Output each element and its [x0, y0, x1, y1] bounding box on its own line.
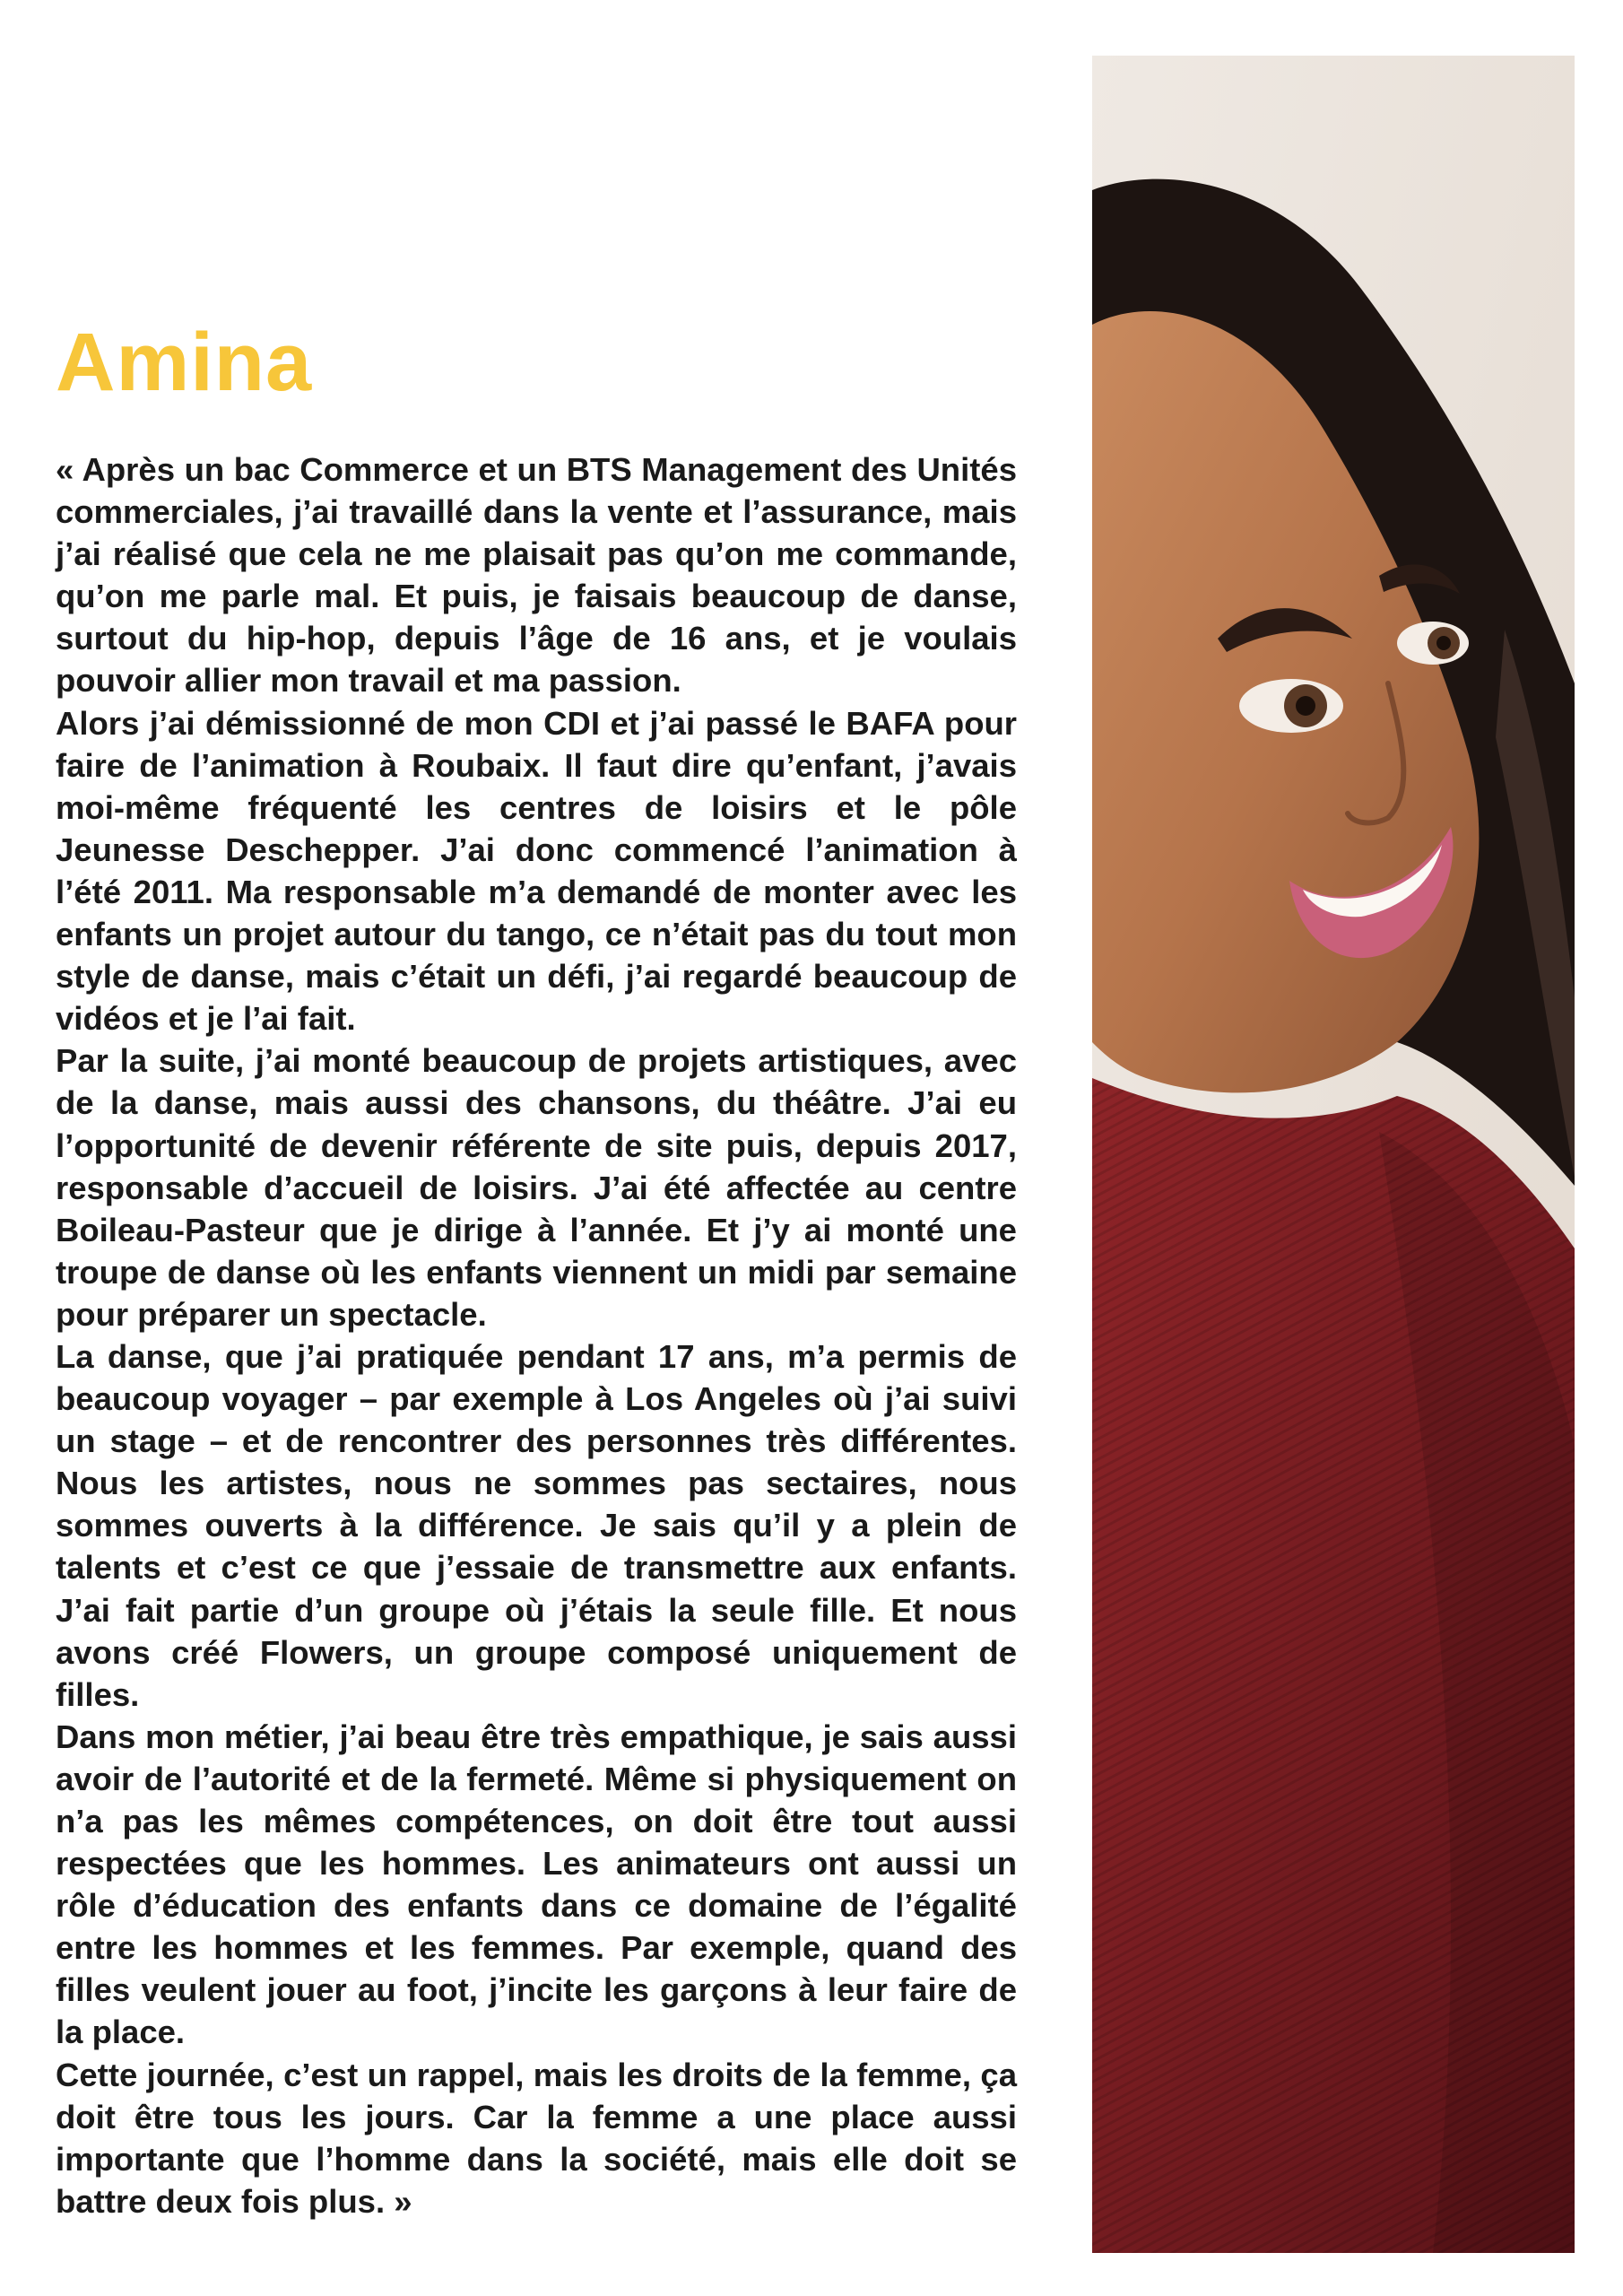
portrait-photo: [1092, 56, 1575, 2253]
paragraph: Dans mon métier, j’ai beau être très empathique, je sais aussi avoir de l’autorité et de la fermeté. Même si physiquement on n’a pas les mêmes compétences, on doit être tout aussi respectées que les hommes. Les animateurs ont aussi un rôle d’éducation des enfants dans ce domaine de l’égalité entre les hommes et les femmes. Par exemple, quand des filles veulent jouer au foot, j’incite les garçons à leur faire de la place.: [56, 1718, 1017, 2051]
paragraph: Cette journée, c’est un rappel, mais les droits de la femme, ça doit être tous les jours. Car la femme a une place aussi importante que l’homme dans la société, mais elle doit se battre deux fois plus. »: [56, 2056, 1017, 2220]
page-title: Amina: [56, 317, 313, 408]
paragraph: La danse, que j’ai pratiquée pendant 17 ans, m’a permis de beaucoup voyager – par exemple à Los Angeles où j’ai suivi un stage – et de rencontrer des personnes très différentes. Nous les artistes, nous ne sommes pas sectaires, nous sommes ouverts à la différence. Je sais qu’il y a plein de talents et c’est ce que j’essaie de transmettre aux enfants. J’ai fait partie d’un groupe où j’étais la seule fille. Et nous avons créé Flowers, un groupe composé uniquement de filles.: [56, 1337, 1017, 1713]
article-body: [56, 448, 1017, 2222]
paragraph: Par la suite, j’ai monté beaucoup de projets artistiques, avec de la danse, mais aussi des chansons, du théâtre. J’ai eu l’opportunité de devenir référente de site puis, depuis 2017, responsable d’accueil de loisirs. J’ai été affectée au centre Boileau-Pasteur que je dirige à l’année. Et j’y ai monté une troupe de danse où les enfants viennent un midi par semaine pour préparer un spectacle.: [56, 1042, 1017, 1333]
portrait-illustration: [1092, 56, 1575, 2253]
paragraph: « Après un bac Commerce et un BTS Management des Unités commerciales, j’ai travaillé dans la vente et l’assurance, mais j’ai réalisé que cela ne me plaisait pas qu’on me commande, qu’on me parle mal. Et puis, je faisais beaucoup de danse, surtout du hip-hop, depuis l’âge de 16 ans, et je voulais pouvoir allier mon travail et ma passion.: [56, 451, 1017, 700]
paragraph: Alors j’ai démissionné de mon CDI et j’ai passé le BAFA pour faire de l’animation à Roubaix. Il faut dire qu’enfant, j’avais moi-même fréquenté les centres de loisirs et le pôle Jeunesse Deschepper. J’ai donc commencé l’animation à l’été 2011. Ma responsable m’a demandé de monter avec les enfants un projet autour du tango, ce n’était pas du tout mon style de danse, mais c’était un défi, j’ai regardé beaucoup de vidéos et je l’ai fait.: [56, 704, 1017, 1038]
